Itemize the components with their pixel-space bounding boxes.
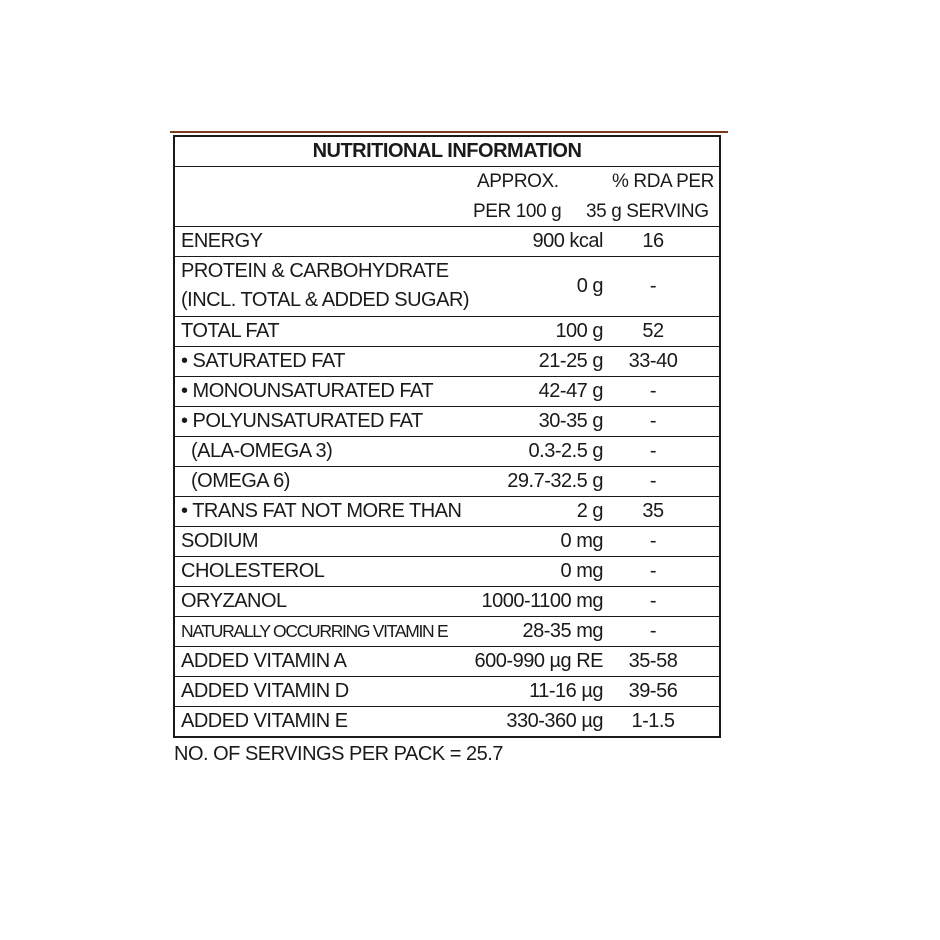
amount-header-line2: PER 100 g: [473, 201, 562, 222]
row-amount: 28-35 mg: [522, 620, 603, 642]
row-amount: 600-990 µg RE: [474, 650, 603, 672]
table-row: [175, 377, 719, 407]
row-amount: 2 g: [576, 500, 603, 522]
row-rda: -: [649, 275, 657, 297]
table-header: [175, 167, 719, 227]
row-amount: 30-35 g: [538, 410, 603, 432]
row-amount: 0 mg: [560, 530, 603, 552]
row-rda: 33-40: [628, 350, 678, 372]
row-label: CHOLESTEROL: [181, 560, 325, 582]
row-rda: -: [649, 560, 657, 582]
row-rda: 35: [642, 500, 664, 522]
table-row: [175, 467, 719, 497]
row-rda: -: [649, 410, 657, 432]
row-amount: 900 kcal: [532, 230, 603, 252]
row-label: ADDED VITAMIN D: [181, 680, 349, 702]
table-row: [175, 617, 719, 647]
table-row: [175, 707, 719, 736]
table-row: [175, 257, 719, 317]
row-label: SODIUM: [181, 530, 258, 552]
table-row: [175, 677, 719, 707]
row-rda: 1-1.5: [631, 710, 675, 732]
table-row: [175, 407, 719, 437]
row-label-line1: PROTEIN & CARBOHYDRATE: [181, 260, 449, 282]
table-row: [175, 527, 719, 557]
row-label: • POLYUNSATURATED FAT: [181, 410, 423, 432]
row-label: (OMEGA 6): [191, 470, 290, 492]
top-rule: [170, 131, 728, 133]
row-amount: 11-16 µg: [529, 680, 603, 702]
row-amount: 29.7-32.5 g: [507, 470, 603, 492]
row-rda: 39-56: [628, 680, 678, 702]
row-amount: 1000-1100 mg: [481, 590, 603, 612]
row-label: (ALA-OMEGA 3): [191, 440, 333, 462]
row-rda: -: [649, 530, 657, 552]
row-amount: 330-360 µg: [506, 710, 603, 732]
row-rda: -: [649, 380, 657, 402]
row-amount: 42-47 g: [538, 380, 603, 402]
rda-header-line1: % RDA PER: [612, 171, 714, 192]
row-rda: 16: [642, 230, 664, 252]
row-label: ORYZANOL: [181, 590, 287, 612]
row-label: NATURALLY OCCURRING VITAMIN E: [181, 621, 448, 641]
row-rda: -: [649, 470, 657, 492]
table-row: [175, 557, 719, 587]
row-rda: -: [649, 440, 657, 462]
row-label: [181, 257, 469, 315]
row-label: • SATURATED FAT: [181, 350, 345, 372]
row-amount: 21-25 g: [538, 350, 603, 372]
table-row: [175, 647, 719, 677]
row-label: • MONOUNSATURATED FAT: [181, 380, 434, 402]
row-rda: 52: [642, 320, 664, 342]
table-row: [175, 497, 719, 527]
row-label: TOTAL FAT: [181, 320, 280, 342]
row-label: ADDED VITAMIN E: [181, 710, 348, 732]
rda-header-line2: 35 g SERVING: [586, 201, 709, 222]
table-row: [175, 317, 719, 347]
table-row: [175, 587, 719, 617]
row-amount: 100 g: [555, 320, 603, 342]
row-label-line2: (INCL. TOTAL & ADDED SUGAR): [181, 289, 470, 311]
row-rda: -: [649, 620, 657, 642]
table-row: [175, 227, 719, 257]
servings-per-pack: NO. OF SERVINGS PER PACK = 25.7: [174, 743, 503, 765]
row-amount: 0 mg: [560, 560, 603, 582]
table-title: NUTRITIONAL INFORMATION: [175, 137, 719, 167]
table-row: [175, 347, 719, 377]
amount-header-line1: APPROX.: [477, 171, 559, 192]
row-amount: 0.3-2.5 g: [528, 440, 603, 462]
row-label: ENERGY: [181, 230, 263, 252]
row-label: ADDED VITAMIN A: [181, 650, 347, 672]
row-label: • TRANS FAT NOT MORE THAN: [181, 500, 462, 522]
row-rda: -: [649, 590, 657, 612]
row-rda: 35-58: [628, 650, 678, 672]
nutrition-table: [173, 135, 721, 738]
row-amount: 0 g: [576, 275, 603, 297]
table-row: [175, 437, 719, 467]
